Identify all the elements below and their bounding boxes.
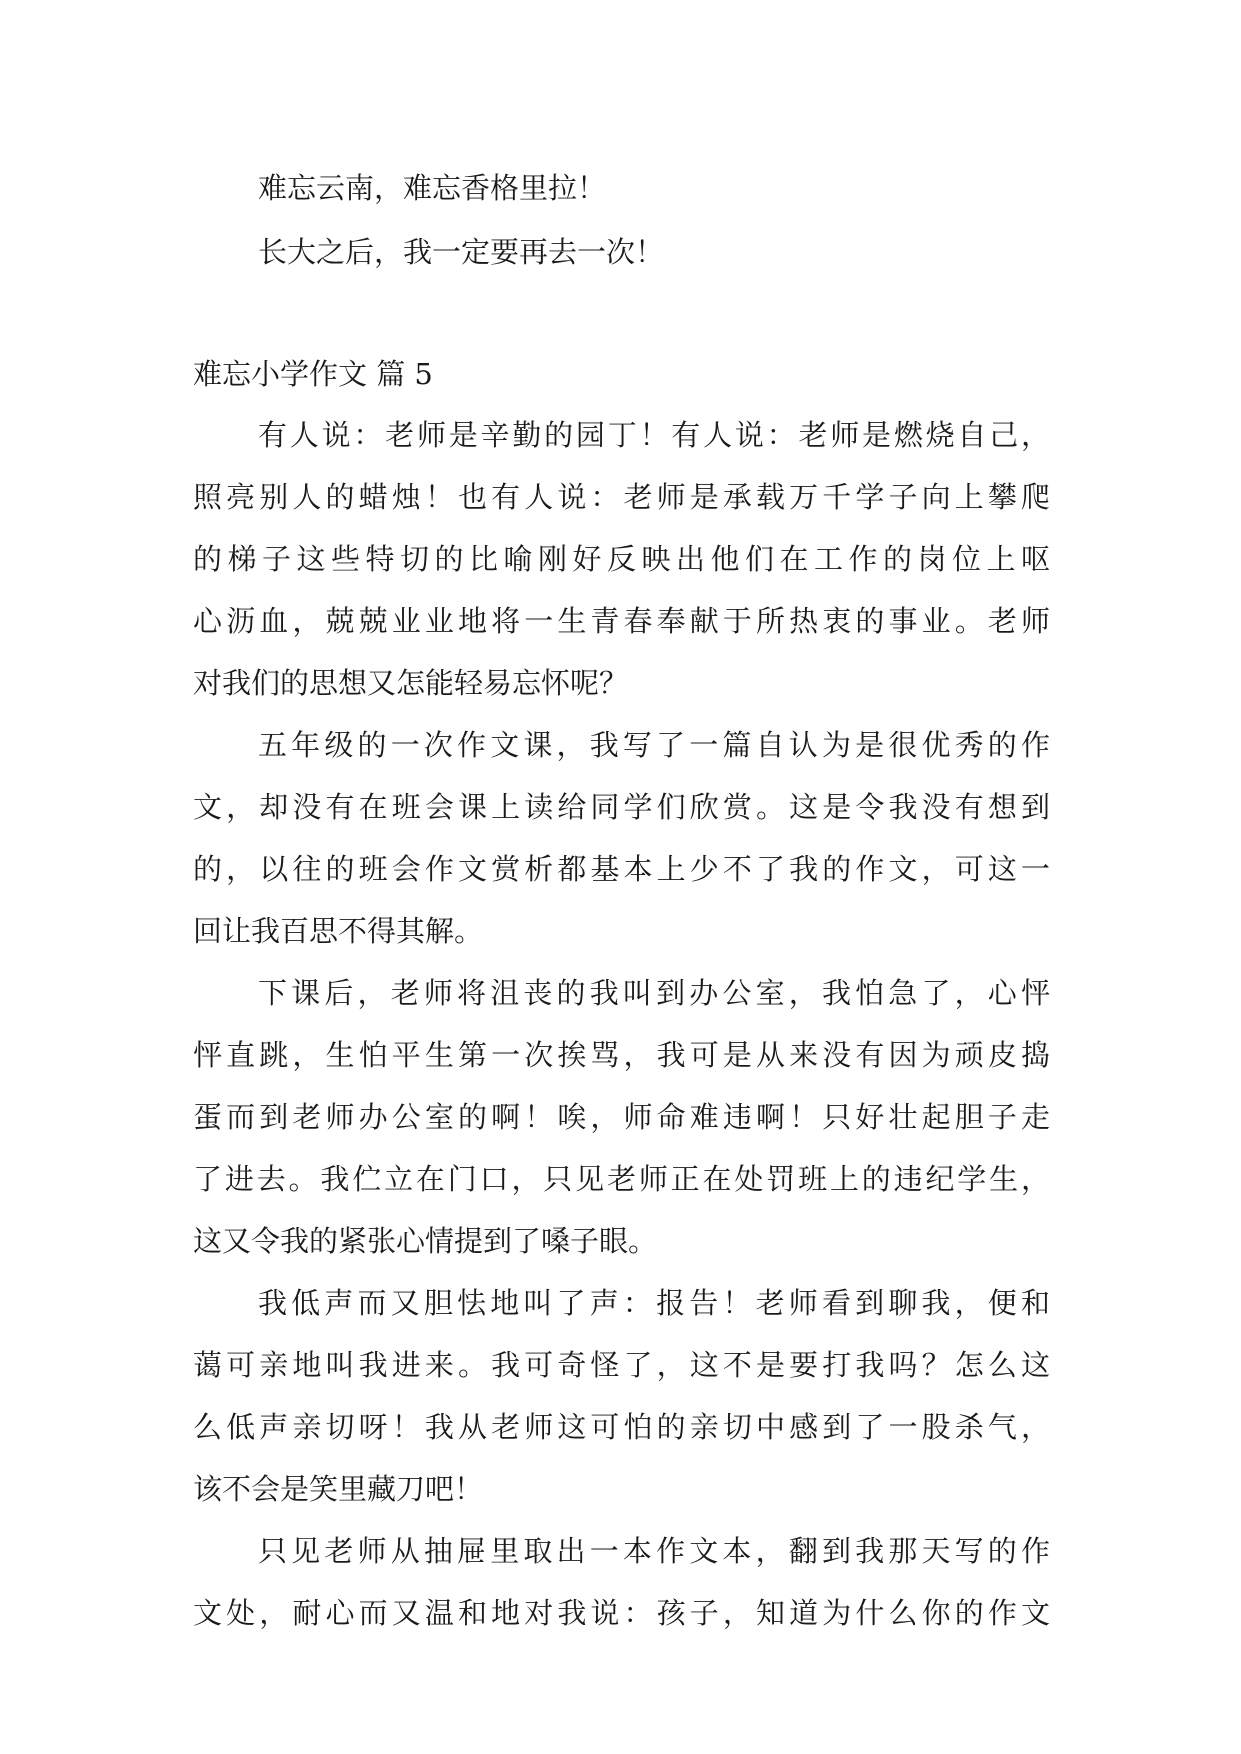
paragraph-line: 照亮别人的蜡烛！也有人说：老师是承载万千学子向上攀爬 — [193, 480, 1050, 514]
paragraph-line: 回让我百思不得其解。 — [193, 914, 484, 948]
paragraph-line: 的，以往的班会作文赏析都基本上少不了我的作文，可这一 — [193, 852, 1050, 886]
paragraph-line: 该不会是笑里藏刀吧！ — [193, 1472, 484, 1506]
paragraph-line: 的梯子这些特切的比喻刚好反映出他们在工作的岗位上呕 — [193, 542, 1050, 576]
paragraph-line: 下课后，老师将沮丧的我叫到办公室，我怕急了，心怦 — [258, 976, 1050, 1010]
paragraph-line: 了进去。我伫立在门口，只见老师正在处罚班上的违纪学生， — [193, 1162, 1050, 1196]
paragraph-line: 这又令我的紧张心情提到了嗓子眼。 — [193, 1224, 658, 1258]
paragraph-line: 么低声亲切呀！我从老师这可怕的亲切中感到了一股杀气， — [193, 1410, 1050, 1444]
intro-line: 长大之后，我一定要再去一次！ — [258, 235, 665, 269]
paragraph-line: 五年级的一次作文课，我写了一篇自认为是很优秀的作 — [258, 728, 1050, 762]
paragraph-line: 有人说：老师是辛勤的园丁！有人说：老师是燃烧自己， — [258, 418, 1050, 452]
paragraph-line: 只见老师从抽屉里取出一本作文本，翻到我那天写的作 — [258, 1534, 1050, 1568]
intro-line: 难忘云南，难忘香格里拉！ — [258, 171, 607, 205]
paragraph-line: 蛋而到老师办公室的啊！唉，师命难违啊！只好壮起胆子走 — [193, 1100, 1050, 1134]
paragraph-line: 对我们的思想又怎能轻易忘怀呢？ — [193, 666, 629, 700]
paragraph-line: 文，却没有在班会课上读给同学们欣赏。这是令我没有想到 — [193, 790, 1050, 824]
paragraph-line: 文处，耐心而又温和地对我说：孩子，知道为什么你的作文 — [193, 1596, 1050, 1630]
paragraph-line: 心沥血，兢兢业业地将一生青春奉献于所热衷的事业。老师 — [193, 604, 1050, 638]
section-title: 难忘小学作文 篇 5 — [193, 357, 433, 391]
paragraph-line: 怦直跳，生怕平生第一次挨骂，我可是从来没有因为顽皮捣 — [193, 1038, 1050, 1072]
paragraph-line: 我低声而又胆怯地叫了声：报告！老师看到聊我，便和 — [258, 1286, 1050, 1320]
paragraph-line: 蔼可亲地叫我进来。我可奇怪了，这不是要打我吗？怎么这 — [193, 1348, 1050, 1382]
